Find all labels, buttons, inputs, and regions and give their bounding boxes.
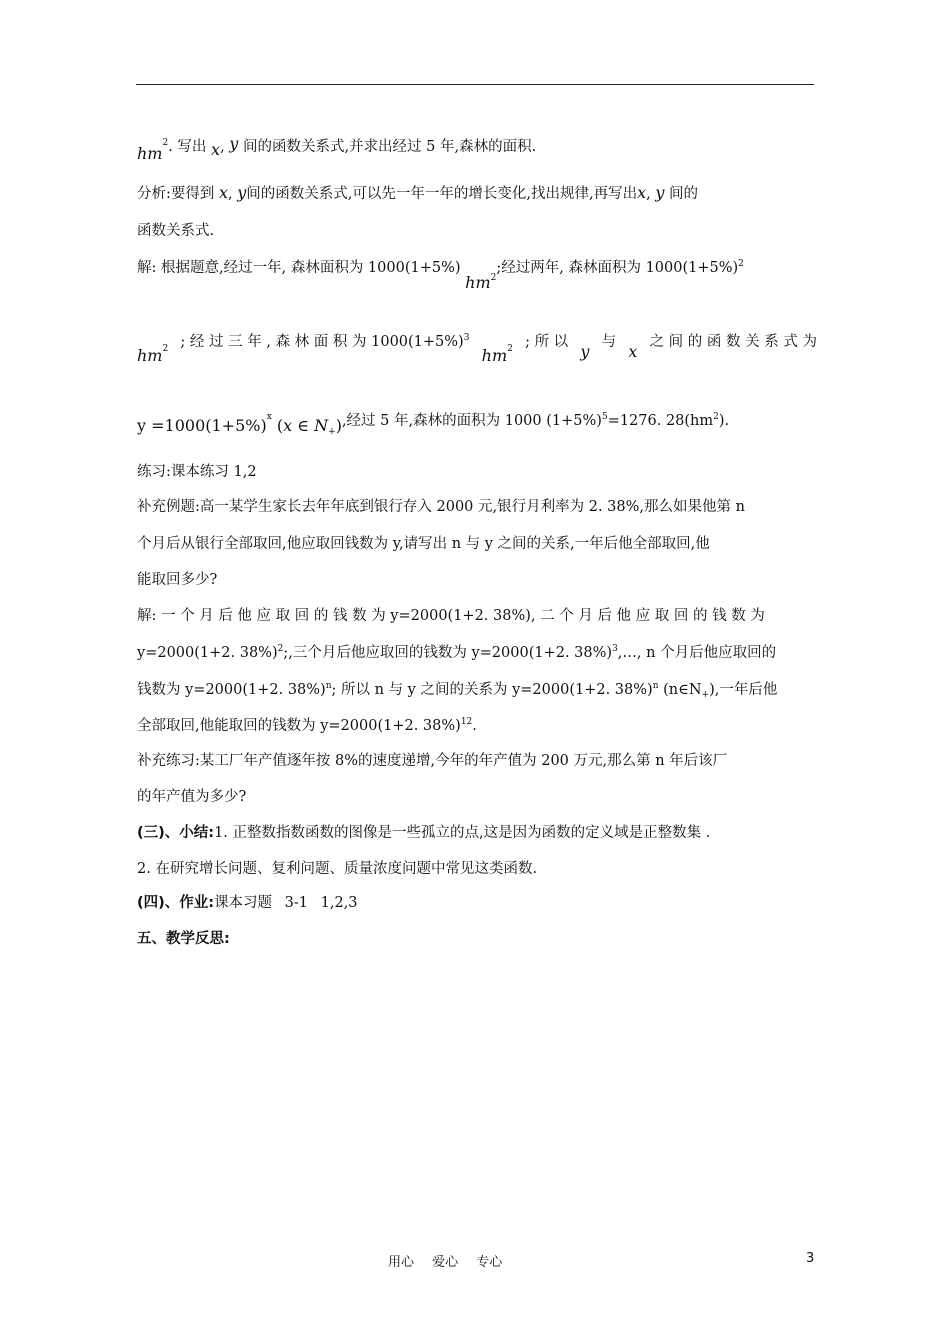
text: 个月后从银行全部取回,他应取回钱数为 y,请写出 n 与 y 之间的关系,一年后他全部取回,他	[137, 536, 710, 552]
exponent: 2	[490, 273, 497, 283]
problem-line	[137, 134, 817, 163]
solution-line-2	[137, 332, 817, 365]
example-line-2	[137, 534, 817, 554]
exponent: x	[266, 412, 272, 422]
text: ,	[646, 186, 651, 202]
text: 解: 一 个 月 后 他 应 取 回 的 钱 数 为 y=2000(1+2. 38%), 二 个 月 后 他 应 取 回 的 钱 数 为	[137, 608, 765, 624]
unit-hm: hm	[137, 346, 163, 365]
text: ; 所 以	[525, 334, 569, 350]
section-heading: (四)、作业:	[137, 895, 215, 911]
example-line-1	[137, 497, 817, 517]
example-line-3	[137, 570, 817, 590]
set-N: N	[314, 416, 329, 435]
exponent: 12	[460, 717, 473, 727]
var-y: y	[229, 134, 239, 153]
text: 分析:要得到	[137, 186, 215, 202]
text: 全部取回,他能取回的钱数为 y=2000(1+2. 38%)	[137, 718, 461, 734]
var-x: x	[283, 416, 293, 435]
var-y: y	[580, 342, 590, 361]
page-footer: 用心 爱心 专心	[388, 1255, 503, 1270]
text: ),一年后他	[709, 682, 778, 698]
subscript: +	[701, 690, 710, 700]
text: 2. 在研究增长问题、复利问题、质量浓度问题中常见这类函数.	[137, 861, 538, 877]
text: 与	[601, 334, 617, 350]
text: 之 间 的 函 数 关 系 式 为	[649, 334, 817, 350]
example-solution-line-1	[137, 606, 817, 626]
exponent: 5	[601, 412, 608, 422]
text: .	[472, 718, 477, 734]
solution-line-3	[137, 410, 817, 437]
text: ; 经 过 三 年 , 森 林 面 积 为 1000(1+5%)	[180, 334, 464, 350]
unit-hm: hm	[465, 273, 491, 292]
text: y=2000(1+2. 38%)	[137, 645, 278, 661]
subscript: +	[328, 427, 336, 437]
example-solution-line-3	[137, 680, 817, 700]
reflection-line	[137, 929, 817, 949]
homework-line	[137, 893, 817, 913]
section-heading: (三)、小结:	[137, 825, 215, 841]
page-number: 3	[806, 1251, 815, 1266]
text: ;,三个月后他应取回的钱数为 y=2000(1+2. 38%)	[283, 645, 613, 661]
text: ).	[718, 413, 730, 429]
exponent: n	[652, 681, 659, 691]
text: 间的函数关系式,可以先一年一年的增长变化,找出规律,再写出	[246, 186, 638, 202]
var-x: x	[219, 183, 229, 202]
unit-hm: hm	[481, 346, 508, 365]
text: 课本习题 3-1 1,2,3	[214, 895, 358, 911]
text: )	[335, 416, 342, 435]
text: ,经过 5 年,森林的面积为 1000 (1+5%)	[341, 413, 602, 429]
exponent: 2	[162, 344, 169, 354]
var-y: y	[655, 183, 665, 202]
var-x: x	[628, 342, 638, 361]
exponent: 2	[277, 644, 284, 654]
exponent: 2	[738, 259, 744, 269]
text: ∈	[292, 416, 315, 435]
example-solution-line-2	[137, 643, 817, 663]
text: ; 所以 n 与 y 之间的关系为 y=2000(1+2. 38%)	[331, 682, 653, 698]
text: ,…, n 个月后他应取回的	[617, 645, 777, 661]
text: (	[271, 416, 284, 435]
practice-line	[137, 462, 817, 482]
text: 的年产值为多少?	[137, 789, 247, 805]
text: 间的	[669, 186, 699, 202]
text: =1276. 28(hm	[607, 413, 714, 429]
analysis-line-2	[137, 221, 817, 241]
text: ,	[228, 186, 233, 202]
text: 钱数为 y=2000(1+2. 38%)	[137, 682, 326, 698]
extra-practice-line-2	[137, 787, 817, 807]
text: 间的函数关系式,并求出经过 5 年,森林的面积.	[242, 139, 537, 155]
analysis-line-1	[137, 183, 817, 204]
unit-hm: hm	[137, 144, 163, 163]
text: 1. 正整数指数函数的图像是一些孤立的点,这是因为函数的定义域是正整数集 .	[214, 825, 711, 841]
text: 补充练习:某工厂年产值逐年按 8%的速度递增,今年的年产值为 200 万元,那么第 n 年后该厂	[137, 753, 728, 769]
exponent: 2	[162, 138, 169, 148]
var-x: x	[637, 183, 647, 202]
exponent: 2	[507, 344, 513, 354]
exponent: 3	[612, 644, 618, 654]
extra-practice-line-1	[137, 751, 817, 771]
formula: y =1000(1+5%)	[137, 416, 267, 435]
text: 能取回多少?	[137, 572, 218, 588]
summary-line-1	[137, 823, 817, 843]
text: ;经过两年, 森林面积为 1000(1+5%)	[496, 260, 739, 276]
text: . 写出	[168, 139, 207, 155]
exponent: 2	[713, 412, 719, 422]
text: 解: 根据题意,经过一年, 森林面积为 1000(1+5%)	[137, 260, 461, 276]
var-y: y	[237, 183, 247, 202]
text: ,	[220, 139, 225, 155]
text: 函数关系式.	[137, 223, 215, 239]
text: 补充例题:高一某学生家长去年年底到银行存入 2000 元,银行月利率为 2. 38%,那么如果他第 n	[137, 499, 745, 515]
summary-line-2	[137, 859, 817, 879]
text: 练习:课本练习 1,2	[137, 464, 257, 480]
header-rule	[136, 84, 814, 85]
var-x: x	[211, 140, 221, 159]
exponent: n	[325, 681, 332, 691]
solution-line-1	[137, 257, 817, 292]
exponent: 3	[463, 333, 470, 343]
text: (n∈N	[658, 682, 702, 698]
example-solution-line-4	[137, 716, 817, 736]
section-heading: 五、教学反思:	[137, 931, 230, 947]
